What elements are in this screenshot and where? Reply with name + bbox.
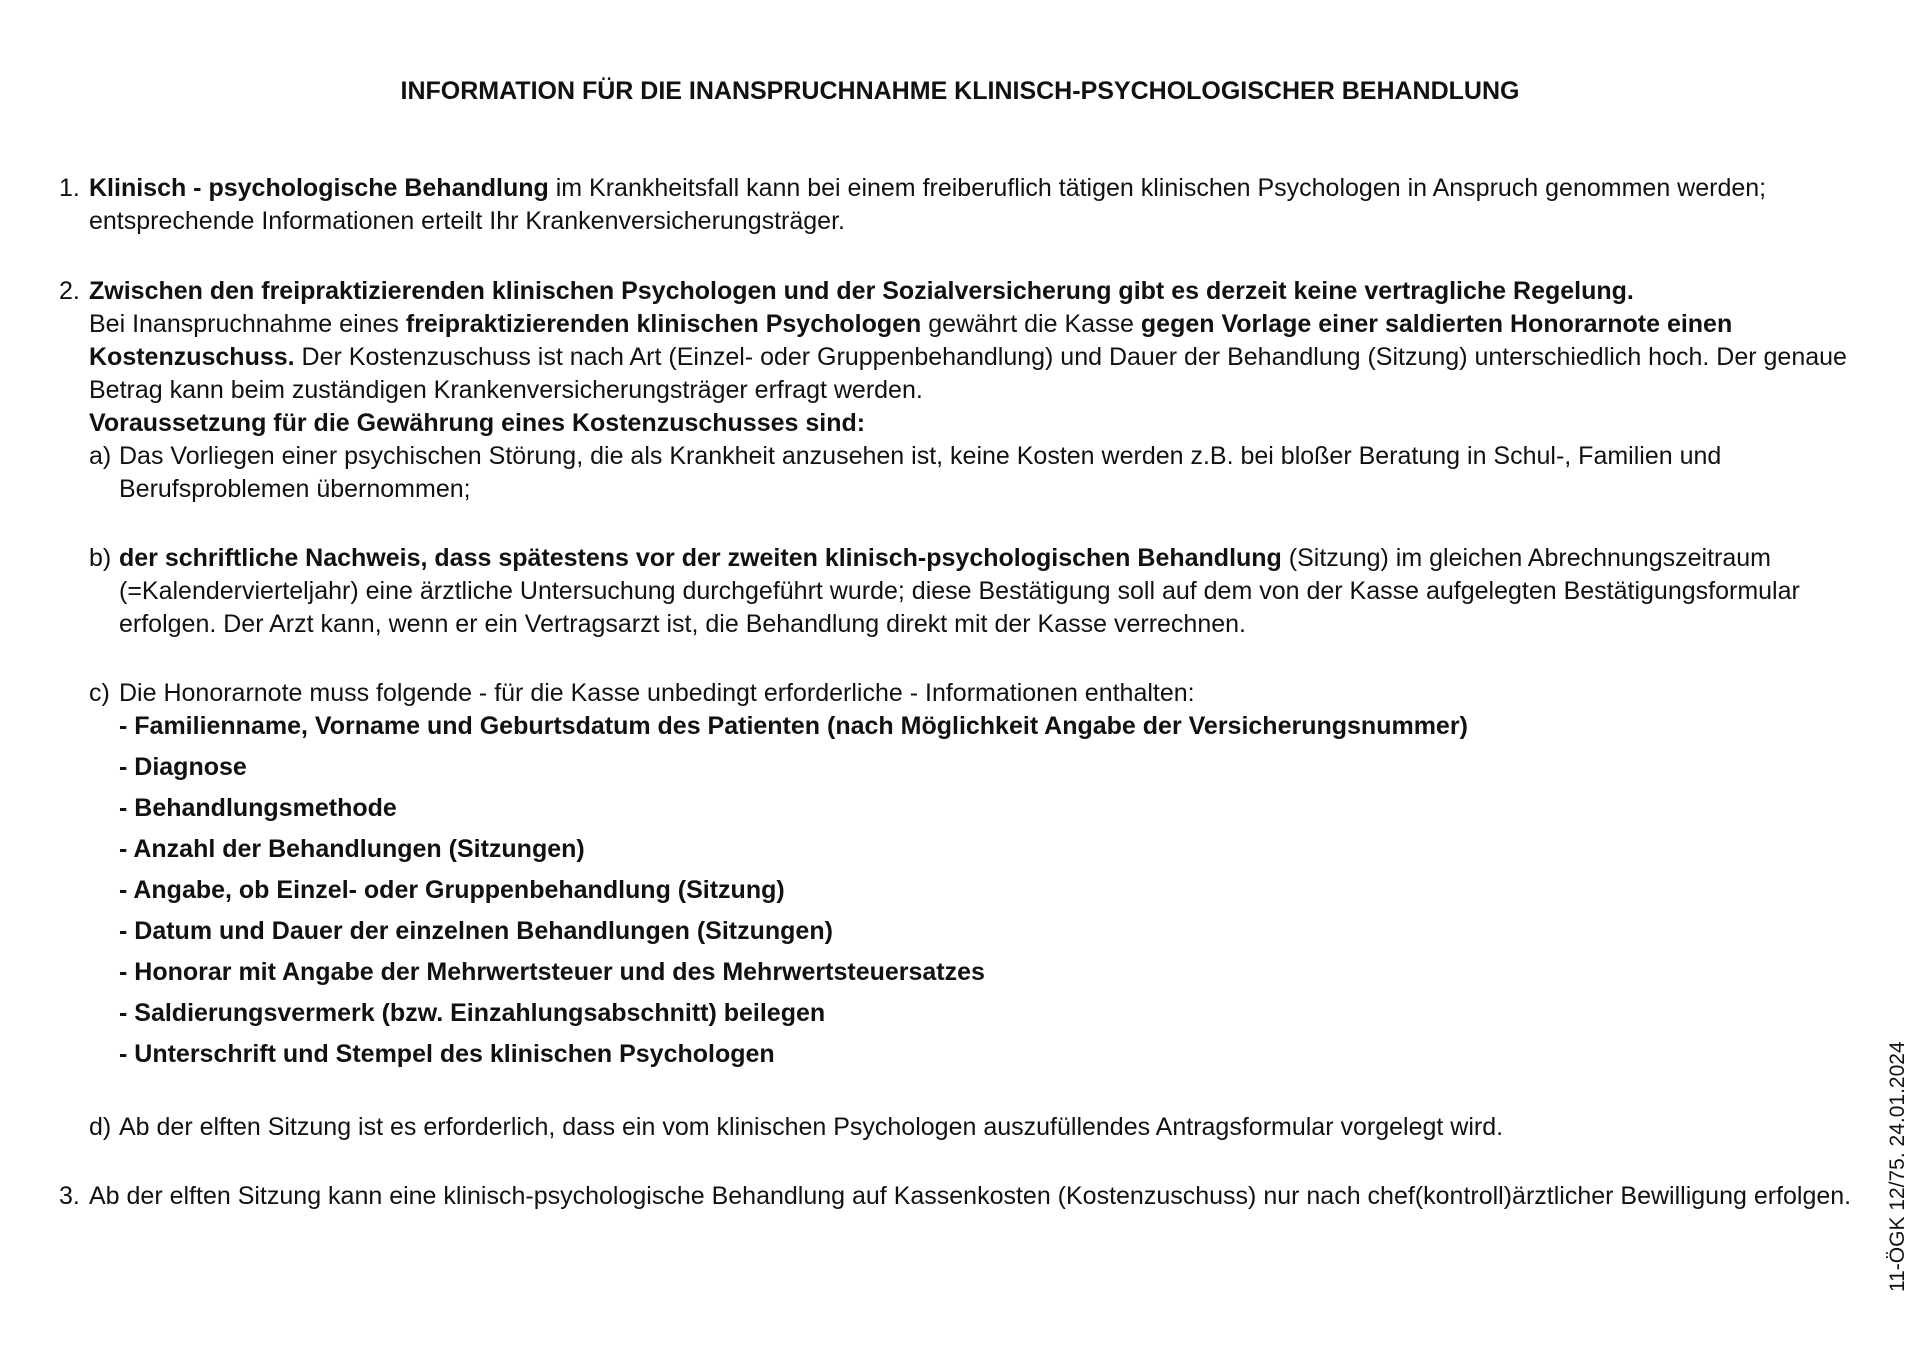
sub-item-c	[89, 677, 1869, 1075]
document-title: INFORMATION FÜR DIE INANSPRUCHNAHME KLINISCH-PSYCHOLOGISCHER BEHANDLUNG	[400, 77, 1520, 105]
item-number: 3.	[59, 1182, 80, 1210]
sub-item-c-intro: Die Honorarnote muss folgende - für die Kasse unbedingt erforderliche - Informationen enthalten:	[119, 679, 1195, 707]
item-3-text: Ab der elften Sitzung kann eine klinisch-psychologische Behandlung auf Kassenkosten (Kostenzuschuss) nur nach chef(kontroll)ärztlicher Bewilligung erfolgen.	[89, 1182, 1852, 1210]
document-body	[59, 172, 1869, 1213]
sub-item-a-text: Das Vorliegen einer psychischen Störung, die als Krankheit anzusehen ist, keine Kosten werden z.B. bei bloßer Beratung in Schul-, Familien und Berufsproblemen übernommen;	[119, 442, 1722, 503]
item-1-text: im Krankheitsfall kann bei einem freiberuflich tätigen klinischen Psychologen in Anspruch genommen werden; entsprechende Informationen erteilt Ihr Krankenversicherungsträger.	[89, 174, 1767, 235]
item-number: 1.	[59, 174, 80, 202]
required-info-item: - Familienname, Vorname und Geburtsdatum des Patienten (nach Möglichkeit Angabe der Versicherungsnummer)	[119, 712, 1468, 740]
prerequisites-heading: Voraussetzung für die Gewährung eines Kostenzuschusses sind:	[89, 409, 866, 437]
required-info-item: - Datum und Dauer der einzelnen Behandlungen (Sitzungen)	[119, 917, 833, 945]
form-reference-note: 11-ÖGK 12/75. 24.01.2024	[1886, 1041, 1909, 1292]
item-2-bold-1: freipraktizierenden klinischen Psychologen	[405, 310, 922, 338]
required-info-item: - Diagnose	[119, 753, 247, 781]
list-item-1	[59, 172, 1869, 238]
required-info-item: - Behandlungsmethode	[119, 794, 397, 822]
sub-item-b-bold: der schriftliche Nachweis, dass spätestens vor der zweiten klinisch-psychologischen Behandlung	[119, 544, 1282, 572]
required-info-item: - Angabe, ob Einzel- oder Gruppenbehandlung (Sitzung)	[119, 876, 785, 904]
sub-item-b-paragraph	[119, 542, 1869, 641]
sub-item-b	[89, 542, 1869, 641]
required-info-item: - Saldierungsvermerk (bzw. Einzahlungsabschnitt) beilegen	[119, 999, 826, 1027]
item-2-text-2: gewährt die Kasse	[921, 310, 1141, 338]
item-1-bold: Klinisch - psychologische Behandlung	[89, 174, 549, 202]
sub-item-letter: a)	[89, 442, 112, 470]
list-item-3	[59, 1180, 1869, 1213]
required-info-item: - Honorar mit Angabe der Mehrwertsteuer und des Mehrwertsteuersatzes	[119, 958, 985, 986]
required-info-item: - Unterschrift und Stempel des klinischen Psychologen	[119, 1040, 775, 1068]
required-info-list	[119, 710, 1869, 1075]
sub-item-letter: d)	[89, 1113, 112, 1141]
required-info-item: - Anzahl der Behandlungen (Sitzungen)	[119, 835, 585, 863]
list-item-2	[59, 275, 1869, 1144]
sub-item-d	[89, 1111, 1869, 1144]
sub-item-letter: c)	[89, 679, 110, 707]
sub-item-d-text: Ab der elften Sitzung ist es erforderlich, dass ein vom klinischen Psychologen auszufüllendes Antragsformular vorgelegt wird.	[119, 1113, 1504, 1141]
item-2-text-3: Der Kostenzuschuss ist nach Art (Einzel- oder Gruppenbehandlung) und Dauer der Behandlung (Sitzung) unterschiedlich hoch. Der genaue Betrag kann beim zuständigen Krankenversicherungsträger erfragt werden.	[89, 343, 1847, 404]
item-2-bold-2: gegen Vorlage einer saldierten Honorarnote einen Kostenzuschuss.	[89, 310, 1733, 371]
item-2-heading: Zwischen den freipraktizierenden klinischen Psychologen und der Sozialversicherung gibt es derzeit keine vertragliche Regelung.	[89, 277, 1634, 305]
sub-item-b-text: (Sitzung) im gleichen Abrechnungszeitraum (=Kalendervierteljahr) eine ärztliche Untersuchung durchgeführt wurde; diese Bestätigung soll auf dem von der Kasse aufgelegten Bestätigungsformular erfolgen. Der Arzt kann, wenn er ein Vertragsarzt ist, die Behandlung direkt mit der Kasse verrechnen.	[119, 544, 1800, 638]
item-1-paragraph	[89, 172, 1869, 238]
item-2-text-1: Bei Inanspruchnahme eines	[89, 310, 406, 338]
item-number: 2.	[59, 277, 80, 305]
sub-item-letter: b)	[89, 544, 112, 572]
item-2-paragraph	[89, 308, 1869, 407]
sub-item-a	[89, 440, 1869, 506]
